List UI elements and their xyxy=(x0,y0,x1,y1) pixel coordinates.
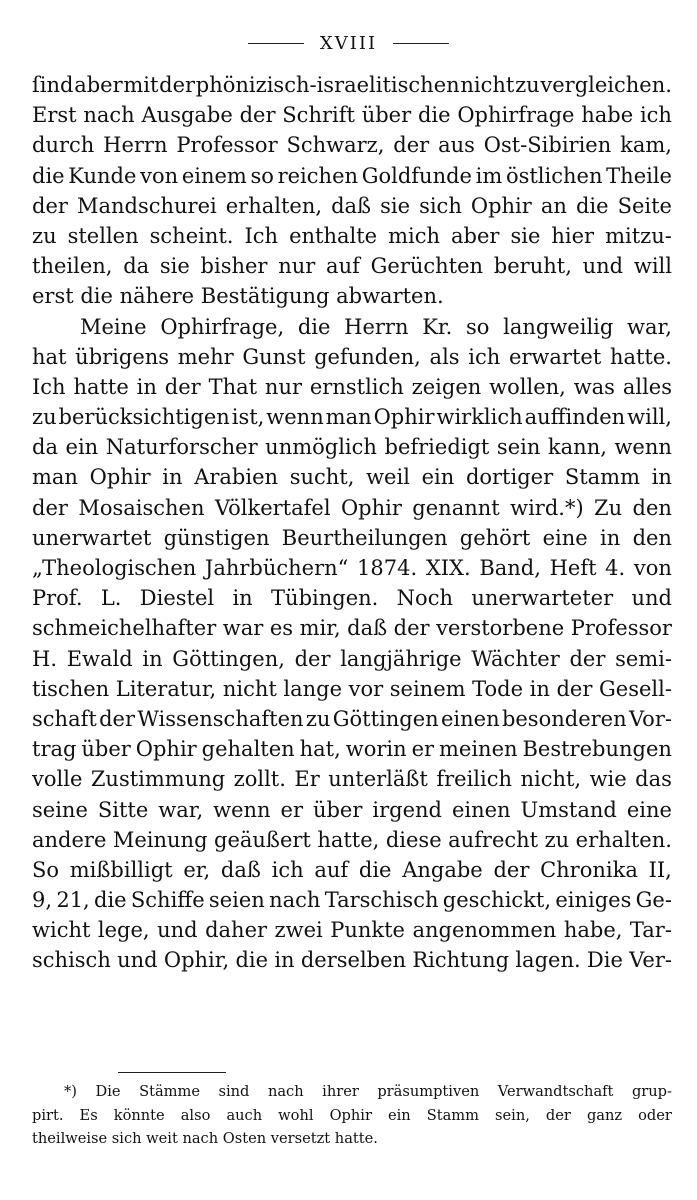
body-line: man Ophir in Arabien sucht, weil ein dortiger Stamm in xyxy=(32,465,672,490)
body-line: schmeichelhafter war es mir, daß der verstorbene Professor xyxy=(32,616,672,641)
footnote-block xyxy=(32,1080,672,1151)
body-line: der Mosaischen Völkertafel Ophir genannt wird.*) Zu den xyxy=(32,495,672,520)
body-line: der Mandschurei erhalten, daß sie sich Ophir an die Seite xyxy=(32,193,672,218)
footnote-separator xyxy=(118,1072,226,1073)
body-line: zu berücksichtigen ist, wenn man Ophir wirklich auffinden will, xyxy=(32,405,672,430)
body-line: Prof. L. Diestel in Tübingen. Noch unerwarteter und xyxy=(32,586,672,611)
body-line: unerwartet günstigen Beurtheilungen gehört eine in den xyxy=(32,525,672,550)
body-line: schaft der Wissenschaften zu Göttingen einen besonderen Vor- xyxy=(32,706,672,731)
page-number: XVIII xyxy=(319,32,378,54)
header-rule-left xyxy=(248,43,304,44)
body-line: wicht lege, und daher zwei Punkte angenommen habe, Tar- xyxy=(32,918,672,943)
body-line: H. Ewald in Göttingen, der langjährige Wächter der semi- xyxy=(32,646,672,671)
body-line: 9, 21, die Schiffe seien nach Tarschisch geschickt, einiges Ge- xyxy=(32,888,672,913)
body-line: schisch und Ophir, die in derselben Richtung lagen. Die Ver- xyxy=(32,948,672,973)
footnote-line: *) Die Stämme sind nach ihrer präsumptiven Verwandtschaft grup- xyxy=(64,1083,672,1100)
footnote-line: theilweise sich weit nach Osten versetzt hatte. xyxy=(32,1130,378,1147)
body-line: tischen Literatur, nicht lange vor seinem Tode in der Gesell- xyxy=(32,676,672,701)
body-line: die Kunde von einem so reichen Goldfunde im östlichen Theile xyxy=(32,163,672,188)
body-line: andere Meinung geäußert hatte, diese aufrecht zu erhalten. xyxy=(32,827,672,852)
body-line: Erst nach Ausgabe der Schrift über die Ophirfrage habe ich xyxy=(32,103,672,128)
body-line: „Theologischen Jahrbüchern“ 1874. XIX. Band, Heft 4. von xyxy=(32,556,672,580)
body-text xyxy=(32,70,672,976)
body-line: theilen, da sie bisher nur auf Gerüchten beruht, und will xyxy=(32,254,672,279)
footnote-line: pirt. Es könnte also auch wohl Ophir ein Stamm sein, der ganz oder xyxy=(32,1106,672,1124)
page-header xyxy=(0,26,697,60)
body-line: ſind aber mit der phönizisch-israelitischen nicht zu vergleichen. xyxy=(32,73,672,97)
body-line: erst die nähere Bestätigung abwarten. xyxy=(32,284,444,309)
body-line: trag über Ophir gehalten hat, worin er meinen Bestrebungen xyxy=(32,737,672,762)
body-line: hat übrigens mehr Gunst gefunden, als ich erwartet hatte. xyxy=(32,344,672,369)
body-line: durch Herrn Professor Schwarz, der aus Ost-Sibirien kam, xyxy=(32,133,672,158)
body-line: zu stellen scheint. Ich enthalte mich aber sie hier mitzu- xyxy=(32,223,672,248)
header-rule-right xyxy=(393,43,449,44)
body-line: seine Sitte war, wenn er über irgend einen Umstand eine xyxy=(32,797,672,822)
body-line: So mißbilligt er, daß ich auf die Angabe der Chronika II, xyxy=(32,857,672,882)
body-line: da ein Naturforscher unmöglich befriedigt sein kann, wenn xyxy=(32,435,672,460)
body-line: Ich hatte in der That nur ernstlich zeigen wollen, was alles xyxy=(32,374,672,399)
body-line: Meine Ophirfrage, die Herrn Kr. so langweilig war, xyxy=(80,314,672,339)
body-line: volle Zustimmung zollt. Er unterläßt freilich nicht, wie das xyxy=(32,767,672,792)
